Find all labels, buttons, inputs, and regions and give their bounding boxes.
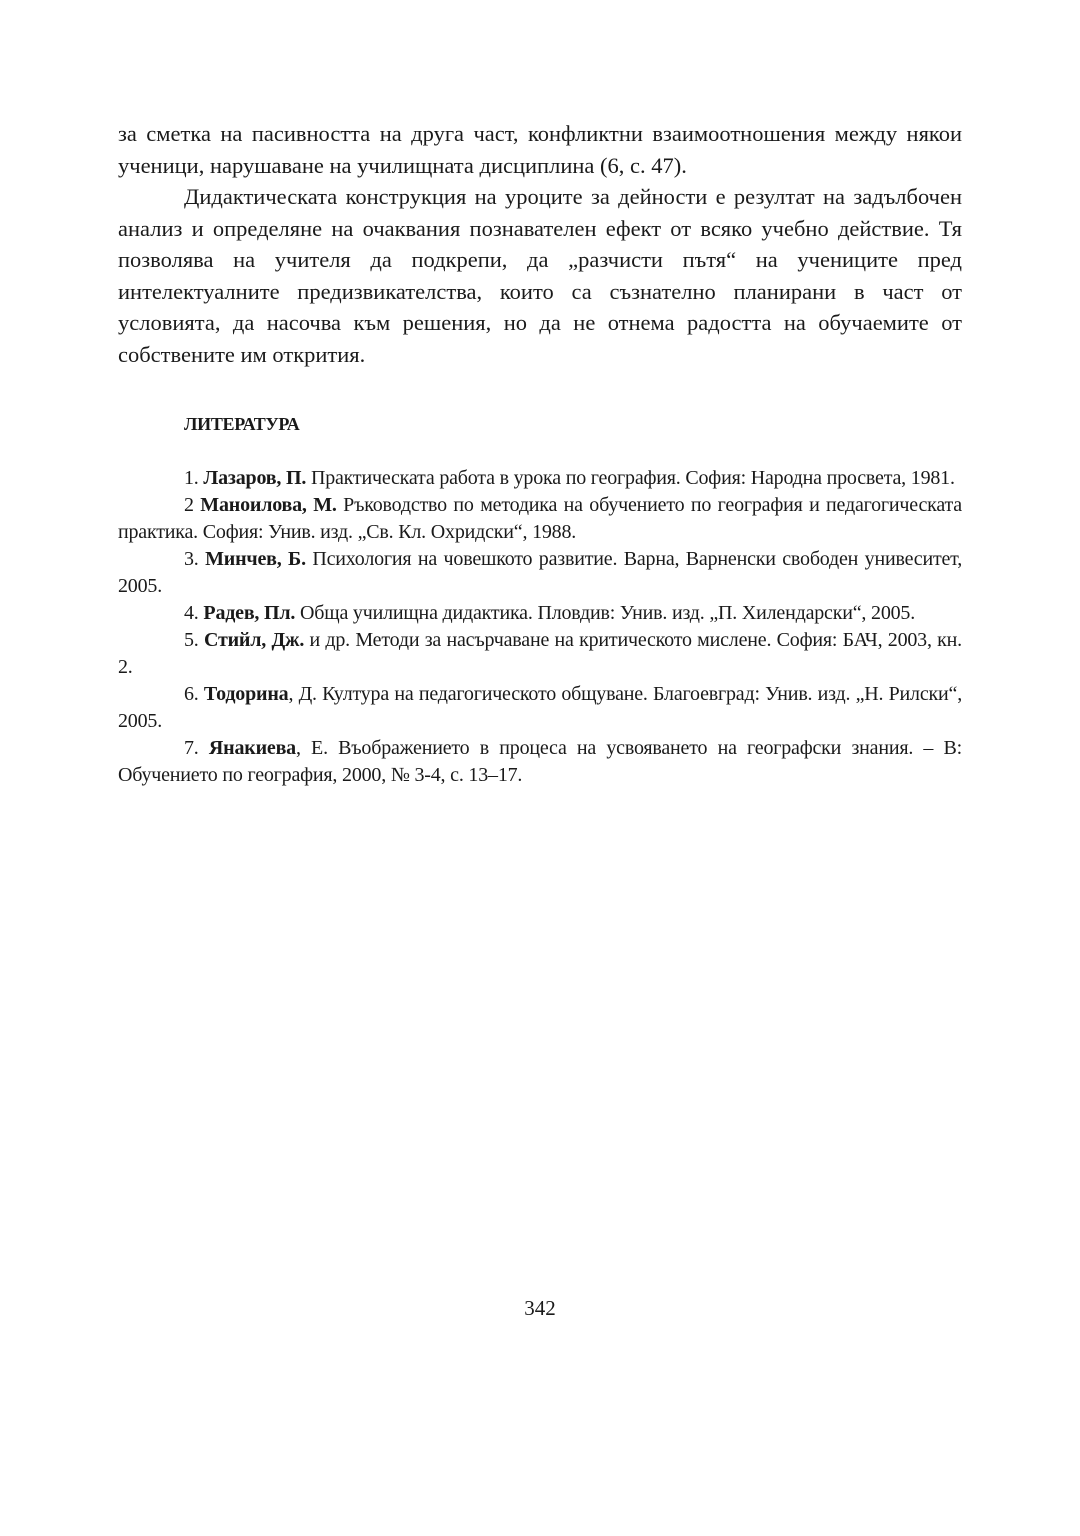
reference-number: 3.	[184, 548, 199, 570]
reference-number: 4.	[184, 602, 199, 624]
reference-text: и др. Методи за насърчаване на критическото мислене. София: БАЧ, 2003, кн. 2.	[118, 629, 962, 678]
body-paragraph: Дидактическата конструкция на уроците за дейности е резултат на задълбочен анализ и определяне на очаквания познавателен ефект от всяко учебно действие. Тя позволява на учителя да подкрепи, да „разчисти пътя“ на учениците пред интелектуалните предизвикателства, които са съзнателно планирани в част от условията, да насочва към решения, но да не отнема радостта на обучаемите от собствените им открития.	[118, 184, 962, 367]
reference-author: Минчев, Б.	[205, 548, 306, 570]
reference-text: Психология на човешкото развитие. Варна, Варненски свободен унивеситет, 2005.	[118, 548, 962, 597]
body-paragraph-continued: за сметка на пасивността на друга част, конфликтни взаимоотношения между някои ученици, нарушаване на училищната дисциплина (6, с. 47).	[118, 121, 962, 178]
page-content	[118, 118, 962, 789]
reference-item	[118, 546, 962, 600]
reference-item	[118, 492, 962, 546]
reference-item	[118, 465, 962, 492]
reference-number: 6.	[184, 683, 199, 705]
reference-item	[118, 735, 962, 789]
reference-text: Обща училищна дидактика. Пловдив: Унив. изд. „П. Хилендарски“, 2005.	[295, 602, 916, 624]
reference-item	[118, 600, 962, 627]
reference-item	[118, 681, 962, 735]
reference-item	[118, 627, 962, 681]
reference-number: 5.	[184, 629, 199, 651]
reference-number: 2	[184, 494, 194, 516]
reference-text: , Е. Въображението в процеса на усвояването на географски знания. – В: Обучението по география, 2000, № 3-4, с. 13–17.	[118, 737, 962, 786]
reference-author: Тодорина	[203, 683, 289, 705]
references-list	[118, 465, 962, 789]
reference-text: Практическата работа в урока по география. София: Народна просвета, 1981.	[306, 467, 955, 489]
reference-author: Радев, Пл.	[203, 602, 296, 624]
reference-author: Стийл, Дж.	[204, 629, 305, 651]
reference-number: 1.	[184, 467, 199, 489]
references-heading: ЛИТЕРАТУРА	[184, 414, 300, 434]
reference-author: Янакиева	[208, 737, 296, 759]
reference-text: Ръководство по методика на обучението по география и педагогическата практика. София: Унив. изд. „Св. Кл. Охридски“, 1988.	[118, 494, 962, 543]
reference-number: 7.	[184, 737, 199, 759]
reference-author: Маноилова, М.	[200, 494, 337, 516]
reference-author: Лазаров, П.	[203, 467, 307, 489]
page-number: 342	[524, 1296, 556, 1320]
reference-text: , Д. Култура на педагогическото общуване. Благоевград: Унив. изд. „Н. Рилски“, 2005.	[118, 683, 962, 732]
